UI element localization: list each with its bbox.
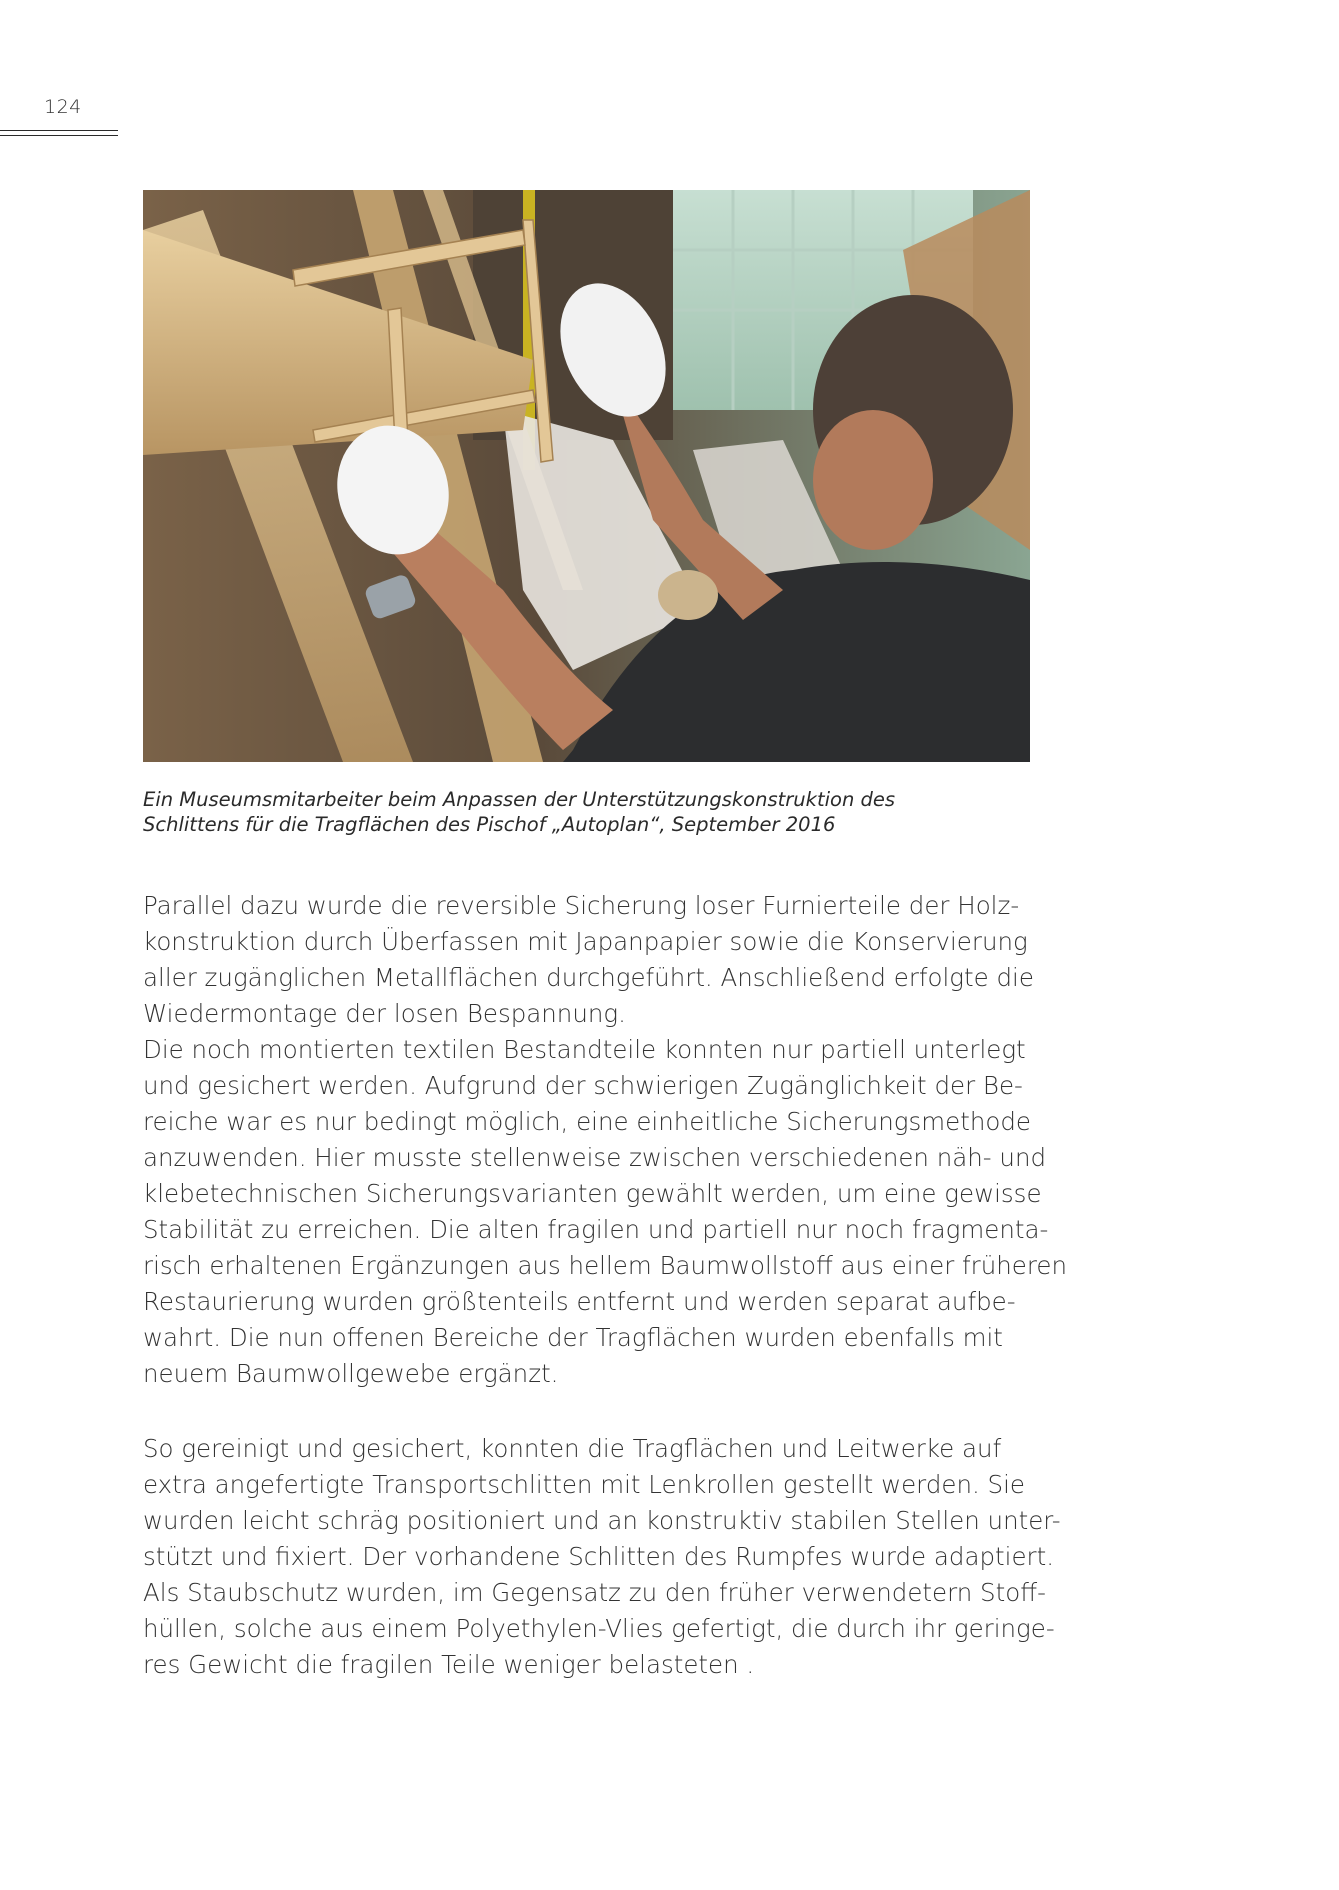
text-line: Stabilität zu erreichen. Die alten fragilen und partiell nur noch fragmenta- [143,1215,1049,1244]
text-line: aller zugänglichen Metallflächen durchgeführt. Anschließend erfolgte die [143,963,1034,992]
page-number: 124 [44,96,82,118]
text-line: konstruktion durch Überfassen mit Japanpapier sowie die Konservierung [143,927,1028,956]
body-paragraph-2 [143,1431,1061,1683]
caption-line: Schlittens für die Tragflächen des Pischof „Autoplan“, September 2016 [143,813,836,836]
text-line: extra angefertigte Transportschlitten mit Lenkrollen gestellt werden. Sie [143,1470,1025,1499]
body-paragraph-1 [143,888,1068,1392]
text-line: und gesichert werden. Aufgrund der schwierigen Zugänglichkeit der Be- [143,1071,1023,1100]
text-line: hüllen, solche aus einem Polyethylen-Vlies gefertigt, die durch ihr geringe- [143,1614,1055,1643]
text-line: Die noch montierten textilen Bestandteile konnten nur partiell unterlegt [143,1035,1026,1064]
text-line: stützt und fixiert. Der vorhandene Schlitten des Rumpfes wurde adaptiert. [143,1542,1054,1571]
text-line: klebetechnischen Sicherungsvarianten gewählt werden, um eine gewisse [143,1179,1042,1208]
text-line: anzuwenden. Hier musste stellenweise zwischen verschiedenen näh- und [143,1143,1047,1172]
text-line: risch erhaltenen Ergänzungen aus hellem Baumwollstoff aus einer früheren [143,1251,1068,1280]
text-line: reiche war es nur bedingt möglich, eine einheitliche Sicherungsmethode [143,1107,1031,1136]
photo-caption [143,787,1043,837]
text-line: Restaurierung wurden größtenteils entfernt und werden separat aufbe- [143,1287,1016,1316]
caption-line: Ein Museumsmitarbeiter beim Anpassen der Unterstützungskonstruktion des [143,788,896,811]
text-line: Wiedermontage der losen Bespannung. [143,999,626,1028]
text-line: wurden leicht schräg positioniert und an konstruktiv stabilen Stellen unter- [143,1506,1061,1535]
header-rule-top [0,130,118,131]
header-rule-bottom [0,135,118,136]
text-line: res Gewicht die fragilen Teile weniger belasteten . [143,1650,755,1679]
photo-illustration [143,190,1030,762]
museum-worker-photo [143,190,1030,762]
text-line: neuem Baumwollgewebe ergänzt. [143,1359,559,1388]
text-line: wahrt. Die nun offenen Bereiche der Tragflächen wurden ebenfalls mit [143,1323,1003,1352]
text-line: So gereinigt und gesichert, konnten die Tragflächen und Leitwerke auf [143,1434,1002,1463]
text-line: Als Staubschutz wurden, im Gegensatz zu den früher verwendetern Stoff- [143,1578,1046,1607]
text-line: Parallel dazu wurde die reversible Sicherung loser Furnierteile der Holz- [143,891,1020,920]
